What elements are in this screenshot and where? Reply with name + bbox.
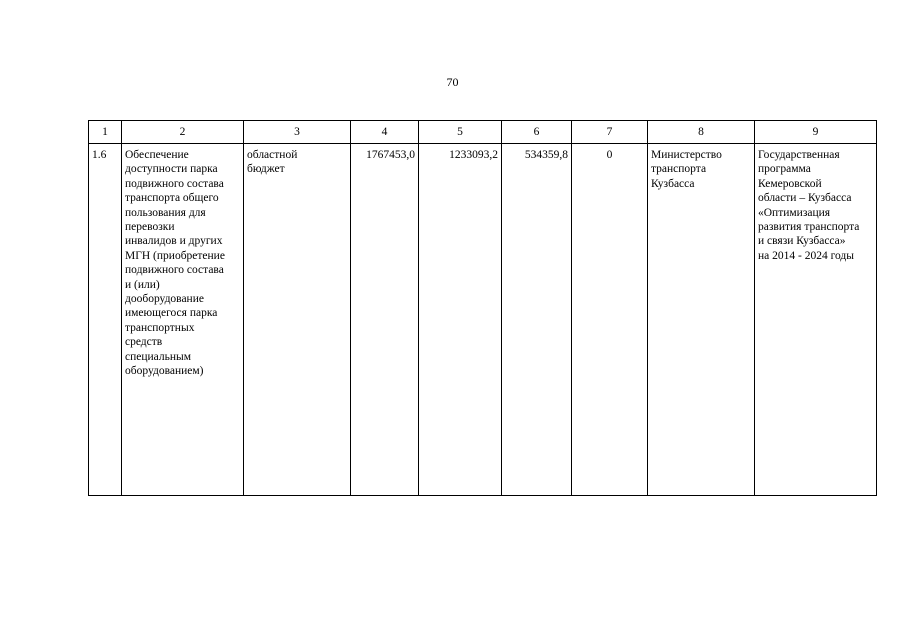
text-line: подвижного состава	[125, 177, 224, 190]
page-number: 70	[446, 75, 459, 89]
text-line: областной	[247, 149, 298, 161]
text-line: Кузбасса	[651, 177, 695, 190]
table-row	[89, 144, 877, 496]
text-line: и (или)	[125, 278, 160, 291]
text-line: средств	[125, 336, 163, 349]
text-line: специальным	[125, 350, 192, 363]
column-header: 4	[351, 121, 419, 144]
text-line: инвалидов и других	[125, 235, 223, 248]
text-line: бюджет	[247, 163, 285, 176]
value-total-cell: 1767453,0	[351, 144, 419, 496]
text-line: дооборудование	[125, 293, 204, 306]
table-header-row	[89, 121, 877, 144]
text-line: развития транспорта	[758, 221, 860, 234]
text-line: области – Кузбасса	[758, 192, 852, 205]
text-line: оборудованием)	[125, 365, 204, 378]
column-header: 8	[648, 121, 755, 144]
measure-name-cell	[122, 144, 244, 496]
column-header: 3	[244, 121, 351, 144]
column-header: 6	[502, 121, 572, 144]
text-line: пользования для	[125, 206, 206, 219]
text-line: программа	[758, 163, 811, 176]
program-table	[88, 120, 877, 496]
column-header: 9	[755, 121, 877, 144]
value-col7-cell: 0	[572, 144, 648, 496]
text-line: Министерство	[651, 149, 722, 161]
text-line: «Оптимизация	[758, 206, 831, 219]
executor-cell	[648, 144, 755, 496]
row-index: 1.6	[89, 144, 122, 496]
program-cell	[755, 144, 877, 496]
text-line: транспортных	[125, 321, 195, 334]
column-header: 1	[89, 121, 122, 144]
text-line: и связи Кузбасса»	[758, 235, 846, 248]
text-line: подвижного состава	[125, 264, 224, 277]
text-line: транспорта общего	[125, 192, 219, 205]
text-line: Государственная	[758, 149, 840, 161]
column-header: 7	[572, 121, 648, 144]
value-col6-cell: 534359,8	[502, 144, 572, 496]
text-line: перевозки	[125, 221, 175, 234]
text-line: МГН (приобретение	[125, 249, 225, 262]
funding-source-cell	[244, 144, 351, 496]
column-header: 2	[122, 121, 244, 144]
text-line: Обеспечение	[125, 149, 189, 161]
text-line: имеющегося парка	[125, 307, 218, 320]
column-header: 5	[419, 121, 502, 144]
text-line: на 2014 - 2024 годы	[758, 249, 855, 262]
value-col5-cell: 1233093,2	[419, 144, 502, 496]
text-line: транспорта	[651, 163, 707, 176]
text-line: Кемеровской	[758, 177, 822, 190]
text-line: доступности парка	[125, 163, 218, 176]
